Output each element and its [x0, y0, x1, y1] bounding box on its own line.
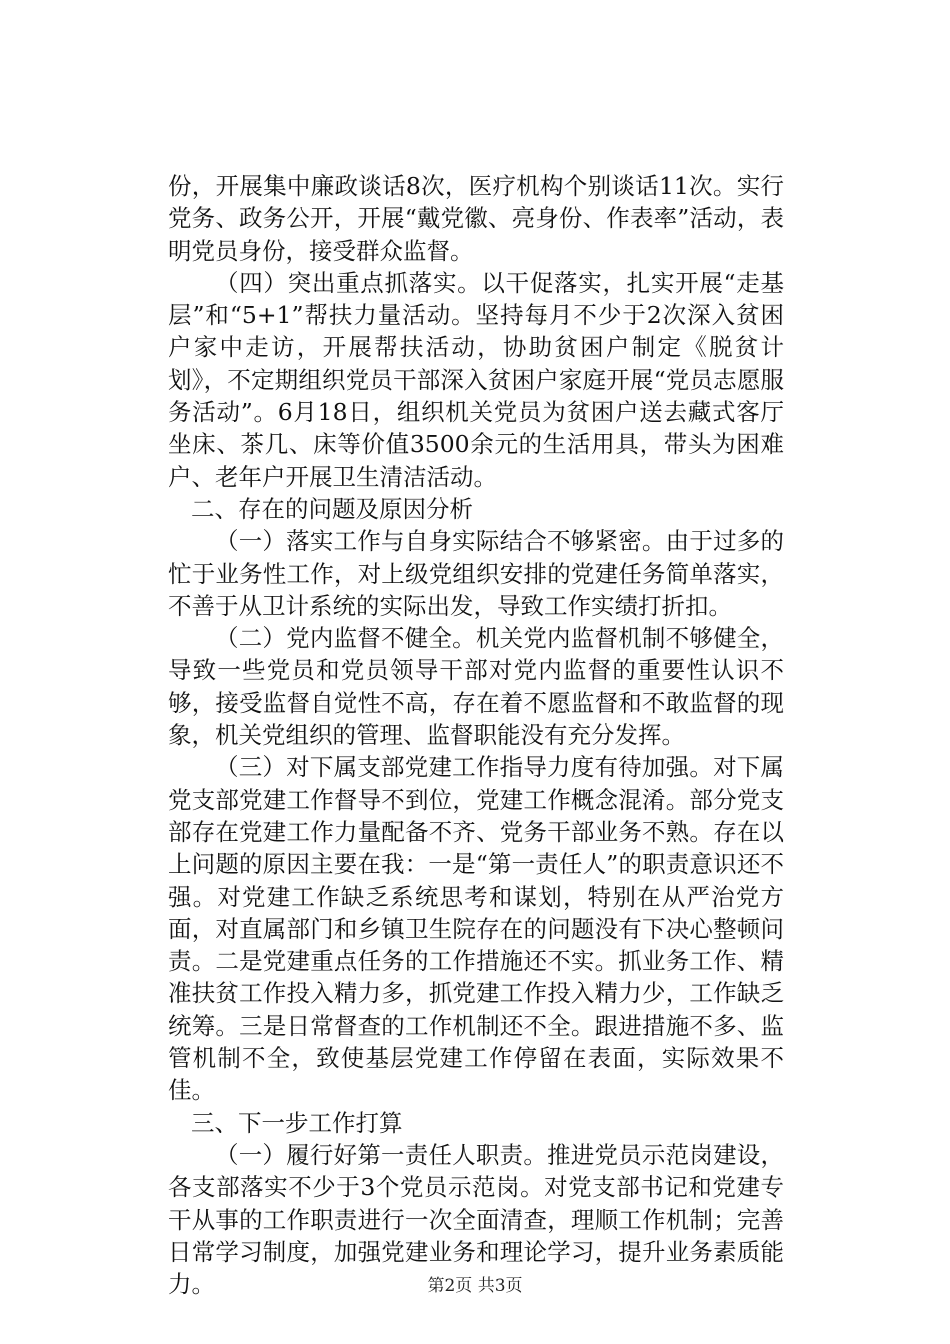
section-heading-2: 二、存在的问题及原因分析: [191, 494, 473, 523]
paragraph-subsection-4: （四）突出重点抓落实。以干促落实，扎实开展“走基层”和“5+1”帮扶力量活动。坚持每月不少于2次深入贫困户家中走访，开展帮扶活动，协助贫困户制定《脱贫计划》，不定期组织党员干部深入贫困户家庭开展“党员志愿服务活动”。6月18日，组织机关党员为贫困户送去藏式客厅坐床、茶几、床等价值3500余元的生活用具，带头为困难户、老年户开展卫生清洁活动。: [168, 268, 784, 491]
paragraph-subsection-3: （三）对下属支部党建工作指导力度有待加强。对下属党支部党建工作督导不到位，党建工作概念混淆。部分党支部存在党建工作力量配备不齐、党务干部业务不熟。存在以上问题的原因主要在我：一是“第一责任人”的职责意识还不强。对党建工作缺乏系统思考和谋划，特别在从严治党方面，对直属部门和乡镇卫生院存在的问题没有下决心整顿问责。二是党建重点任务的工作措施还不实。抓业务工作、精准扶贫工作投入精力多，抓党建工作投入精力少，工作缺乏统筹。三是日常督查的工作机制还不全。跟进措施不多、监管机制不全，致使基层党建工作停留在表面，实际效果不佳。: [168, 753, 784, 1105]
paragraph-plan-1: （一）履行好第一责任人职责。推进党员示范岗建设，各支部落实不少于3个党员示范岗。对党支部书记和党建专干从事的工作职责进行一次全面清查，理顺工作机制；完善日常学习制度，加强党建业务和理论学习，提升业务素质能力。: [168, 1140, 784, 1299]
paragraph-subsection-1: （一）落实工作与自身实际结合不够紧密。由于过多的忙于业务性工作，对上级党组织安排的党建任务简单落实，不善于从卫计系统的实际出发，导致工作实绩打折扣。: [168, 527, 784, 620]
paragraph-continuation: 份，开展集中廉政谈话8次，医疗机构个别谈话11次。实行党务、政务公开，开展“戴党徽、亮身份、作表率”活动，表明党员身份，接受群众监督。: [168, 172, 784, 265]
paragraph-subsection-2: （二）党内监督不健全。机关党内监督机制不够健全，导致一些党员和党员领导干部对党内监督的重要性认识不够，接受监督自觉性不高，存在着不愿监督和不敢监督的现象，机关党组织的管理、监督职能没有充分发挥。: [168, 624, 784, 750]
section-heading-3: 三、下一步工作打算: [191, 1108, 403, 1137]
document-body: [168, 170, 784, 1300]
page-footer: 第2页 共3页: [427, 1276, 523, 1296]
